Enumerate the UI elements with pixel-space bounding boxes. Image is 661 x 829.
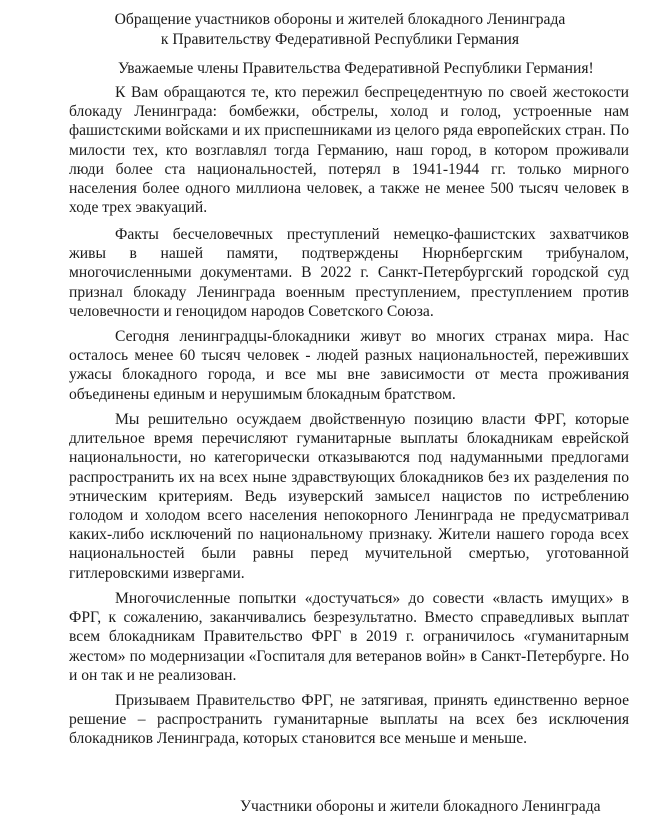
title-line-2: к Правительству Федеративной Республики Германия xyxy=(160,31,520,48)
paragraph-6: Призываем Правительство ФРГ, не затягивая, принять единственно верное решение – распространить гуманитарные выплаты на всех без исключения блокадников Ленинграда, которых становится все меньше и меньше. xyxy=(69,692,629,748)
paragraph-5: Многочисленные попытки «достучаться» до совести «власть имущих» в ФРГ, к сожалению, заканчивались безрезультатно. Вместо справедливых выплат всем блокадникам Правительство ФРГ в 2019 г. ограничилось «гуманитарным жестом» по модернизации «Госпиталя для ветеранов войн» в Санкт-Петербурге. Но и он так и не реализован. xyxy=(69,590,629,684)
paragraph-1: К Вам обращаются те, кто пережил беспрецедентную по своей жестокости блокаду Ленинграда: бомбежки, обстрелы, холод и голод, устроенные нам фашистскими войсками и их приспешниками из целого ряда европейских стран. По милости тех, кто возглавлял тогда Германию, наш город, в котором проживали люди более ста национальностей, потерял в 1941-1944 гг. только мирного населения более одного миллиона человек, а также не менее 500 тысяч человек в ходе трех эвакуаций. xyxy=(69,84,629,217)
paragraph-4: Мы решительно осуждаем двойственную позицию власти ФРГ, которые длительное время перечисляют гуманитарные выплаты блокадникам еврейской национальности, но категорически отказываются под надуманными предлогами распространить их на всех ныне здравствующих блокадников без их разделения по этническим критериям. Ведь изуверский замысел нацистов по истреблению голодом и холодом всего населения непокорного Ленинграда не предусматривал каких-либо исключений по национальному признаку. Жители нашего города всех национальностей были равны перед мучительной смертью, уготованной гитлеровскими извергами. xyxy=(69,411,629,582)
paragraph-3: Сегодня ленинградцы-блокадники живут во многих странах мира. Нас осталось менее 60 тысяч человек - людей разных национальностей, переживших ужасы блокадного города, и все мы вне зависимости от места проживания объединены единым и нерушимым блокадным братством. xyxy=(69,328,629,403)
document-title xyxy=(40,10,640,50)
signature: Участники обороны и жители блокадного Ленинграда xyxy=(240,798,601,815)
salutation: Уважаемые члены Правительства Федеративной Республики Германия! xyxy=(118,60,594,77)
paragraph-2: Факты бесчеловечных преступлений немецко-фашистских захватчиков живы в нашей памяти, подтверждены Нюрнбергским трибуналом, многочисленными документами. В 2022 г. Санкт-Петербургский городской суд признал блокаду Ленинграда военным преступлением, преступлением против человечности и геноцидом народов Советского Союза. xyxy=(69,226,629,320)
title-line-1: Обращение участников обороны и жителей блокадного Ленинграда xyxy=(114,11,566,28)
